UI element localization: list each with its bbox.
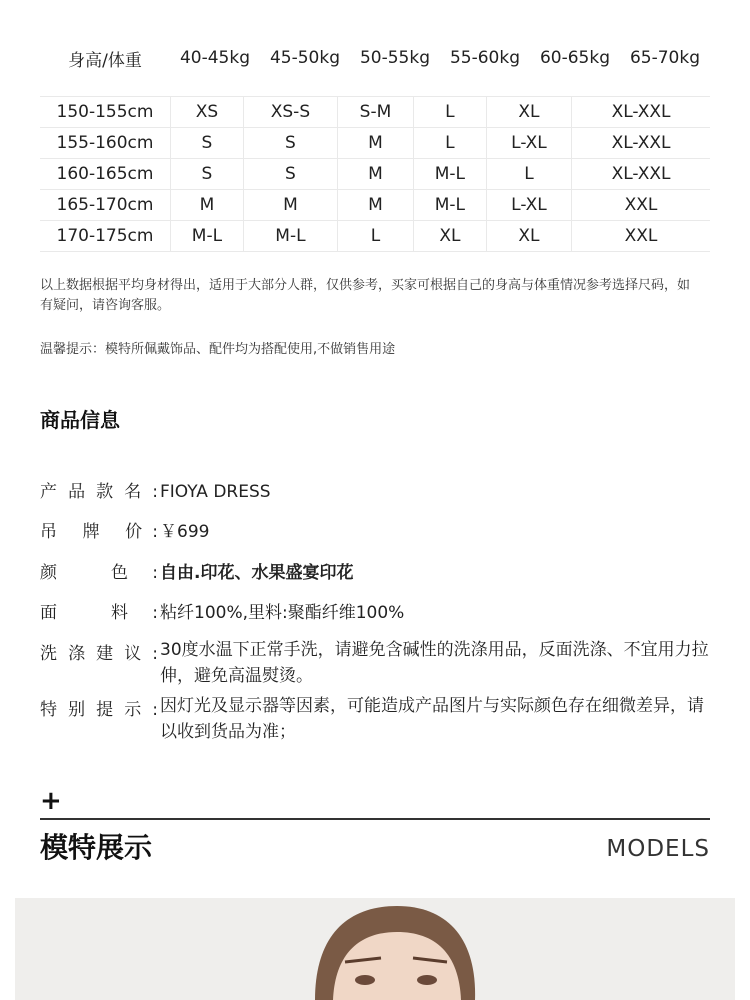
table-cell: M xyxy=(337,159,413,190)
table-cell: M xyxy=(337,128,413,159)
table-cell: L xyxy=(413,128,486,159)
table-cell: S xyxy=(171,159,244,190)
info-label: 产品款名: xyxy=(40,482,158,502)
table-cell: L xyxy=(486,159,571,190)
models-title: 模特展示 xyxy=(40,831,153,864)
info-row-name xyxy=(40,479,710,505)
info-row-wash xyxy=(40,637,710,689)
info-value: FIOYA DRESS xyxy=(160,482,271,502)
info-label: 颜 色: xyxy=(40,563,158,583)
size-chart-header xyxy=(40,38,710,78)
info-row-price xyxy=(40,519,710,545)
table-cell: 150-155cm xyxy=(40,97,171,128)
table-row xyxy=(40,190,710,221)
table-cell: XL xyxy=(486,221,571,252)
size-disclaimer: 以上数据根据平均身材得出，适用于大部分人群，仅供参考，买家可根据自己的身高与体重情况参考选择尺码，如有疑问，请咨询客服。 xyxy=(40,278,691,313)
table-cell: XL-XXL xyxy=(572,128,710,159)
table-cell: S xyxy=(243,159,337,190)
table-row xyxy=(40,128,710,159)
table-cell: M-L xyxy=(171,221,244,252)
table-cell: 170-175cm xyxy=(40,221,171,252)
table-cell: M xyxy=(171,190,244,221)
table-row xyxy=(40,159,710,190)
table-cell: L xyxy=(337,221,413,252)
table-cell: XL xyxy=(486,97,571,128)
header-cell: 50-55kg xyxy=(359,48,431,68)
table-cell: M xyxy=(337,190,413,221)
table-row xyxy=(40,221,710,252)
info-value: ￥699 xyxy=(160,522,210,542)
info-value: 粘纤100%,里料:聚酯纤维100% xyxy=(160,603,405,623)
table-cell: 160-165cm xyxy=(40,159,171,190)
table-cell: M xyxy=(243,190,337,221)
info-value: 因灯光及显示器等因素，可能造成产品图片与实际颜色存在细微差异，请以收到货品为准； xyxy=(160,696,704,742)
size-chart-table xyxy=(40,96,710,252)
info-row-fabric xyxy=(40,600,710,626)
header-cell: 60-65kg xyxy=(539,48,611,68)
header-cell: 65-70kg xyxy=(629,48,701,68)
accessory-tip: 温馨提示：模特所佩戴饰品、配件均为搭配使用,不做销售用途 xyxy=(40,342,396,357)
table-cell: M-L xyxy=(243,221,337,252)
info-label: 吊 牌 价: xyxy=(40,522,158,542)
info-label: 面 料: xyxy=(40,603,158,623)
table-cell: L xyxy=(413,97,486,128)
models-title-en: MODELS xyxy=(606,836,710,862)
table-cell: L-XL xyxy=(486,190,571,221)
model-photo xyxy=(15,898,735,1000)
table-cell: 155-160cm xyxy=(40,128,171,159)
table-cell: 165-170cm xyxy=(40,190,171,221)
info-value: 自由.印花、水果盛宴印花 xyxy=(160,563,354,583)
table-cell: XXL xyxy=(572,190,710,221)
info-label: 洗涤建议: xyxy=(40,644,158,664)
header-cell: 55-60kg xyxy=(449,48,521,68)
table-cell: XL xyxy=(413,221,486,252)
product-info-title: 商品信息 xyxy=(40,408,120,432)
table-cell: M-L xyxy=(413,159,486,190)
table-cell: L-XL xyxy=(486,128,571,159)
header-cell: 40-45kg xyxy=(179,48,251,68)
info-value: 30度水温下正常手洗，请避免含碱性的洗涤用品，反面洗涤、不宜用力拉伸，避免高温熨烫。 xyxy=(160,640,709,686)
table-cell: XS xyxy=(171,97,244,128)
table-cell: S-M xyxy=(337,97,413,128)
table-cell: XS-S xyxy=(243,97,337,128)
section-divider xyxy=(40,818,710,820)
header-cell: 身高/体重 xyxy=(68,50,142,71)
table-cell: S xyxy=(243,128,337,159)
info-row-color xyxy=(40,560,710,586)
table-cell: S xyxy=(171,128,244,159)
model-photo-illustration xyxy=(15,898,735,1000)
plus-icon: + xyxy=(40,786,62,816)
table-row xyxy=(40,97,710,128)
table-cell: M-L xyxy=(413,190,486,221)
header-cell: 45-50kg xyxy=(269,48,341,68)
info-label: 特别提示: xyxy=(40,700,158,720)
info-row-special xyxy=(40,693,710,745)
table-cell: XL-XXL xyxy=(572,159,710,190)
table-cell: XL-XXL xyxy=(572,97,710,128)
table-cell: XXL xyxy=(572,221,710,252)
